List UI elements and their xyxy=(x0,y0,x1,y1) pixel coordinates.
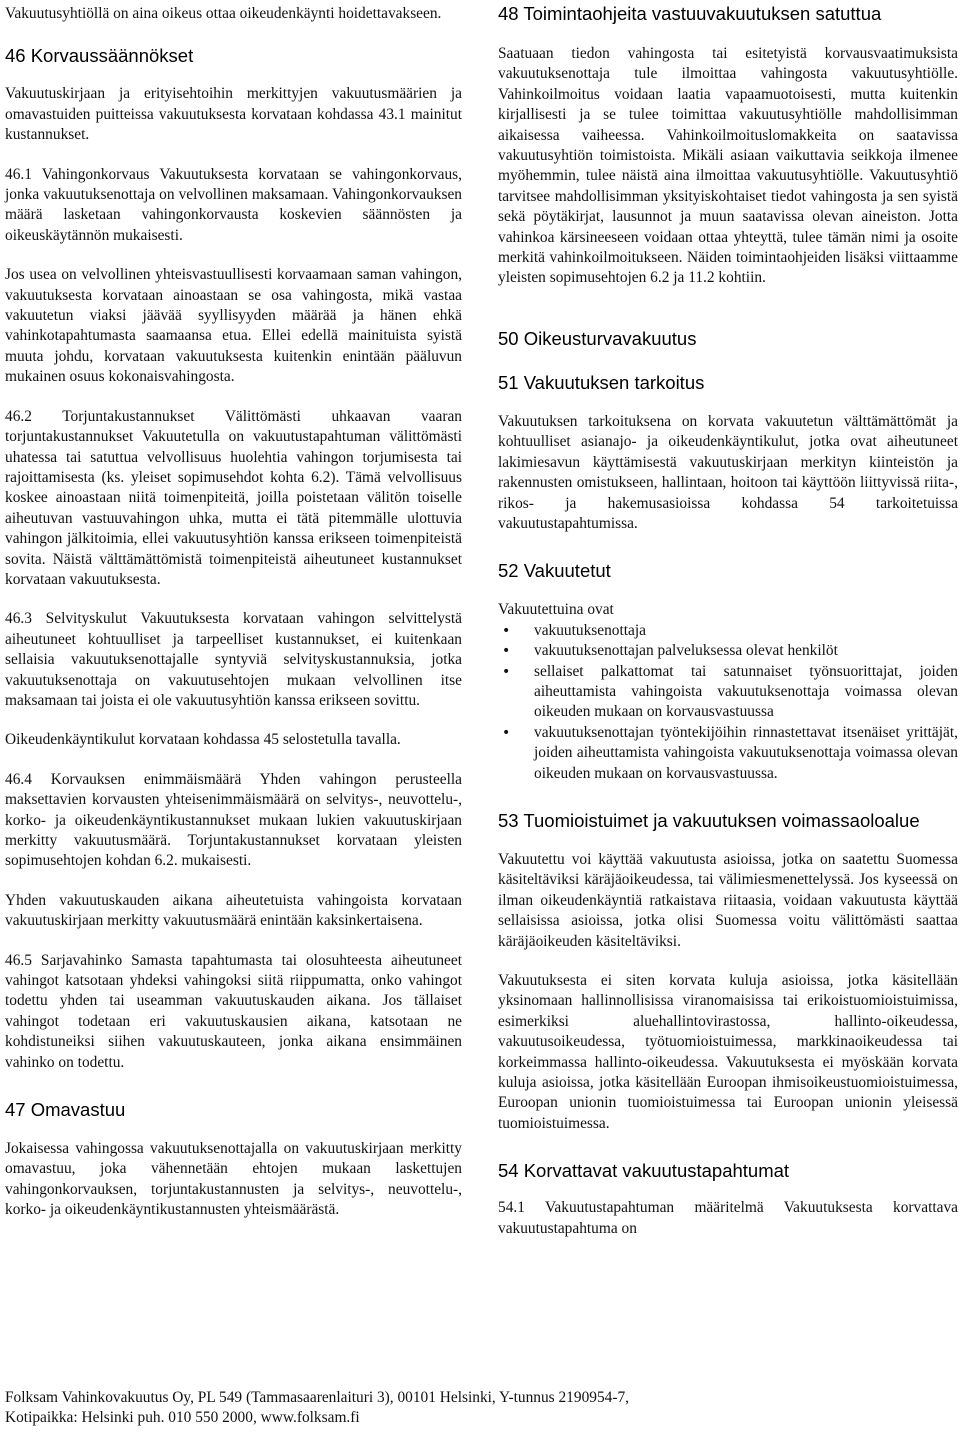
left-column xyxy=(5,0,462,1221)
footer-line-1: Folksam Vahinkovakuutus Oy, PL 549 (Tammasaarenlaituri 3), 00101 Helsinki, Y-tunnus 2190954-7, xyxy=(5,1389,630,1406)
section-52-intro: Vakuutettuina ovat xyxy=(498,601,614,619)
list-item: • vakuutuksenottaja xyxy=(534,621,958,641)
section-47-omavastuu: Jokaisessa vahingossa vakuutuksenottajalla on vakuutuskirjaan merkitty omavastuu, joka vähennetään ehtojen mukaan laskettujen vahingonkorvauksen, torjuntakustannusten ja selvitys-, neuvottelu-, korko- ja oikeudenkäyntikustannusten yhteismäärästä. xyxy=(5,1140,462,1219)
section-51-heading: 51 Vakuutuksen tarkoitus xyxy=(498,371,705,393)
list-item: • vakuutuksenottajan palveluksessa olevat henkilöt xyxy=(534,641,958,661)
section-46-heading: 46 Korvaussäännökset xyxy=(5,45,194,67)
list-item: • sellaiset palkattomat tai satunnaiset työnsuorittajat, joiden aiheuttamista vahingoista vakuutuksenottaja voimassa olevan oikeuden mukaan on korvausvastuussa xyxy=(534,662,958,723)
section-46-intro: Vakuutuskirjaan ja erityisehtoihin merkittyjen vakuutusmäärien ja omavastuiden puitteissa vakuutuksesta korvataan kohdassa 43.1 mainitut kustannukset. xyxy=(5,85,462,144)
section-50-heading: 50 Oikeusturvavakuutus xyxy=(498,327,697,349)
section-47-heading: 47 Omavastuu xyxy=(5,1099,126,1121)
list-item: • vakuutuksenottajan työntekijöihin rinnastettavat itsenäiset yrittäjät, joiden aiheuttamista vahingoista vakuutuksenottaja voimassa olevan oikeuden mukaan on korvausvastuussa. xyxy=(534,723,958,784)
section-46-2-torjuntakustannukset: 46.2 Torjuntakustannukset Välittömästi uhkaavan vaaran torjuntakustannukset Vakuutetulla on vakuutustapahtuman välittömästi uhatessa tai satuttua velvollisuus huolehtia vahingon torjumisesta tai rajoittamisesta (ks. yleiset sopimusehdot kohta 6.2). Tämä velvollisuus koskee ainoastaan niitä toimenpiteitä, joilla poistetaan välitön toiselle aiheutuvan vastuuvahingon uhka, mutta ei tätä pitemmälle ulottuvia vahingon jälkitoimia, ellei vakuutusyhtiön kanssa erikseen toimenpiteistä sovita. Näistä välttämättömistä toimenpiteistä aiheutuneet kustannukset korvataan vakuutuksesta. xyxy=(5,407,462,588)
section-46-3-selvityskulut: 46.3 Selvityskulut Vakuutuksesta korvataan vahingon selvittelystä aiheutuneet kohtuulliset ja tarpeelliset kustannukset, ei kuitenkaan sellaisia vakuutuksenottajalle syntyviä selvityskustannuksia, jotka vakuutuksenottaja on vakuutusehtojen mukaan velvollinen itse maksamaan tai joista ei ole vakuutusyhtiön kanssa erikseen sovittu. xyxy=(5,610,462,709)
section-53-rajaukset: Vakuutuksesta ei siten korvata kuluja asioissa, jotka käsitellään yksinomaan hallinnollisissa viranomaisissa tai erikoistuomioistuimissa, esimerkiksi aluehallintovirastossa, hallinto-oikeudessa, vakuutusoikeudessa, työtuomioistuimessa, markkinaoikeudessa tai korkeimmassa hallinto-oikeudessa. Vakuutuksesta ei myöskään korvata kuluja asioissa, jotka käsitellään Euroopan ihmisoikeustuomioistuimessa, Euroopan unionin tuomioistuimessa tai Euroopan unionin yleisessä tuomioistuimessa. xyxy=(498,972,958,1132)
section-53-heading: 53 Tuomioistuimet ja vakuutuksen voimassaoloalue xyxy=(498,809,920,831)
section-54-heading: 54 Korvattavat vakuutustapahtumat xyxy=(498,1160,790,1182)
section-52-heading: 52 Vakuutetut xyxy=(498,560,611,582)
page-footer xyxy=(5,1388,955,1429)
footer-line-2: Kotipaikka: Helsinki puh. 010 550 2000, www.folksam.fi xyxy=(5,1409,360,1427)
section-48-heading: 48 Toimintaohjeita vastuuvakuutuksen satuttua xyxy=(498,3,882,24)
section-46-5-sarjavahinko: 46.5 Sarjavahinko Samasta tapahtumasta tai olosuhteesta aiheutuneet vahingot katsotaan yhdeksi vahingoksi siitä riippumatta, onko vahingot todettu yhden tai useamman vakuutuskauden aikana. Jos tällaiset vahingot todetaan eri vakuutuskausien aikana, katsotaan ne kohdistuneiksi siihen vakuutuskauteen, jonka aikana ensimmäinen vahinko on todettu. xyxy=(5,951,462,1071)
intro-paragraph: Vakuutusyhtiöllä on aina oikeus ottaa oikeudenkäynti hoidettavakseen. xyxy=(5,5,442,22)
section-53-tuomioistuimet: Vakuutettu voi käyttää vakuutusta asioissa, jotka on saatettu Suomessa käsiteltäviksi käräjäoikeudessa, tai välimiesmenettelyssä. Jos kyseessä on ilman oikeudenkäyntiä ratkaistava riitaasia, voidaan vakuutusta käyttää sellaisissa asioissa, jotka olisi Suomessa voitu välittömästi saattaa käräjäoikeuden käsiteltäviksi. xyxy=(498,850,958,950)
section-54-1-maaritelma: 54.1 Vakuutustapahtuman määritelmä Vakuutuksesta korvattava vakuutustapahtuma on xyxy=(498,1199,958,1237)
section-46-3-oikeudenkayntikulut: Oikeudenkäyntikulut korvataan kohdassa 45 selostetulla tavalla. xyxy=(5,731,401,749)
section-46-1-yhteisvastuu: Jos usea on velvollinen yhteisvastuullisesti korvaamaan saman vahingon, vakuutuksesta korvataan ainoastaan se osa vahingosta, mikä vastaa vakuutetun viaksi jäävää syyllisyyden määrää ja hänen ehkä vahinkotapahtumasta saamaansa etua. Ellei edellä mainituista syistä muuta johdu, korvataan vakuutuksesta kuitenkin enintään pääluvun mukainen osuus kokonaisvahingosta. xyxy=(5,266,462,386)
insured-list xyxy=(498,621,958,784)
section-51-tarkoitus: Vakuutuksen tarkoituksena on korvata vakuutetun välttämättömät ja kohtuulliset asianajo- ja oikeudenkäyntikulut, jotka ovat aiheutuneet lakimiesavun käyttämisestä vakuutuskirjaan merkityn kiinteistön ja rakennusten omistukseen, hallintaan, hoitoon tai käyttöön liittyvissä riita-, rikos- ja hakemusasioissa kohdassa 54 tarkoitetuissa vakuutustapahtumissa. xyxy=(498,412,958,532)
section-46-1-vahingonkorvaus: 46.1 Vahingonkorvaus Vakuutuksesta korvataan se vahingonkorvaus, jonka vakuutuksenottaja on velvollinen maksamaan. Vahingonkorvauksen määrä lasketaan vahingonkorvausta koskevien säännösten ja oikeuskäytännön mukaisesti. xyxy=(5,165,462,244)
section-46-4-enimmaismaara: 46.4 Korvauksen enimmäismäärä Yhden vahingon perusteella maksettavien korvausten yhteisenimmäismäärä on selvitys-, neuvottelu-, korko- ja oikeudenkäyntikustannukset mukaan lukien vakuutuskirjaan merkitty vakuutusmäärä. Torjuntakustannukset korvataan yleisten sopimusehtojen kohdan 6.2. mukaisesti. xyxy=(5,770,462,870)
right-column xyxy=(498,0,958,1239)
section-48-toimintaohjeet: Saatuaan tiedon vahingosta tai esitetyistä korvausvaatimuksista vakuutuksenottaja tule ilmoittaa vahingosta vakuutusyhtiölle. Vahinkoilmoitus voidaan laatia vapaamuotoisesti, mutta kuitenkin kirjallisesti ja se tulee toimittaa vakuutusyhtiölle mahdollisimman aikaisessa vaiheessa. Vahinkoilmoituslomakkeita on saatavissa vakuutusyhtiön toimistoista. Mikäli asiaan vaikuttavia seikkoja ilmenee myöhemmin, tulee näistä aina ilmoittaa vakuutusyhtiölle. Vakuutusyhtiö tarvitsee mahdollisimman yksityiskohtaiset tiedot vahingosta ja sen syistä sekä pöytäkirjat, lausunnot ja muun saatavissa olevan aineiston. Jotta vahinkoa kärsineeseen voidaan ottaa yhteyttä, tulee tämän nimi ja osoite merkitä vahinkoilmoitukseen. Näiden toimintaohjeiden lisäksi viittaamme yleisten sopimusehtojen 6.2 ja 11.2 kohtiin. xyxy=(498,45,958,287)
section-46-4-vakuutuskausi: Yhden vakuutuskauden aikana aiheutetuista vahingoista korvataan vakuutuskirjaan merkitty vakuutusmäärä enintään kaksinkertaisena. xyxy=(5,891,462,930)
